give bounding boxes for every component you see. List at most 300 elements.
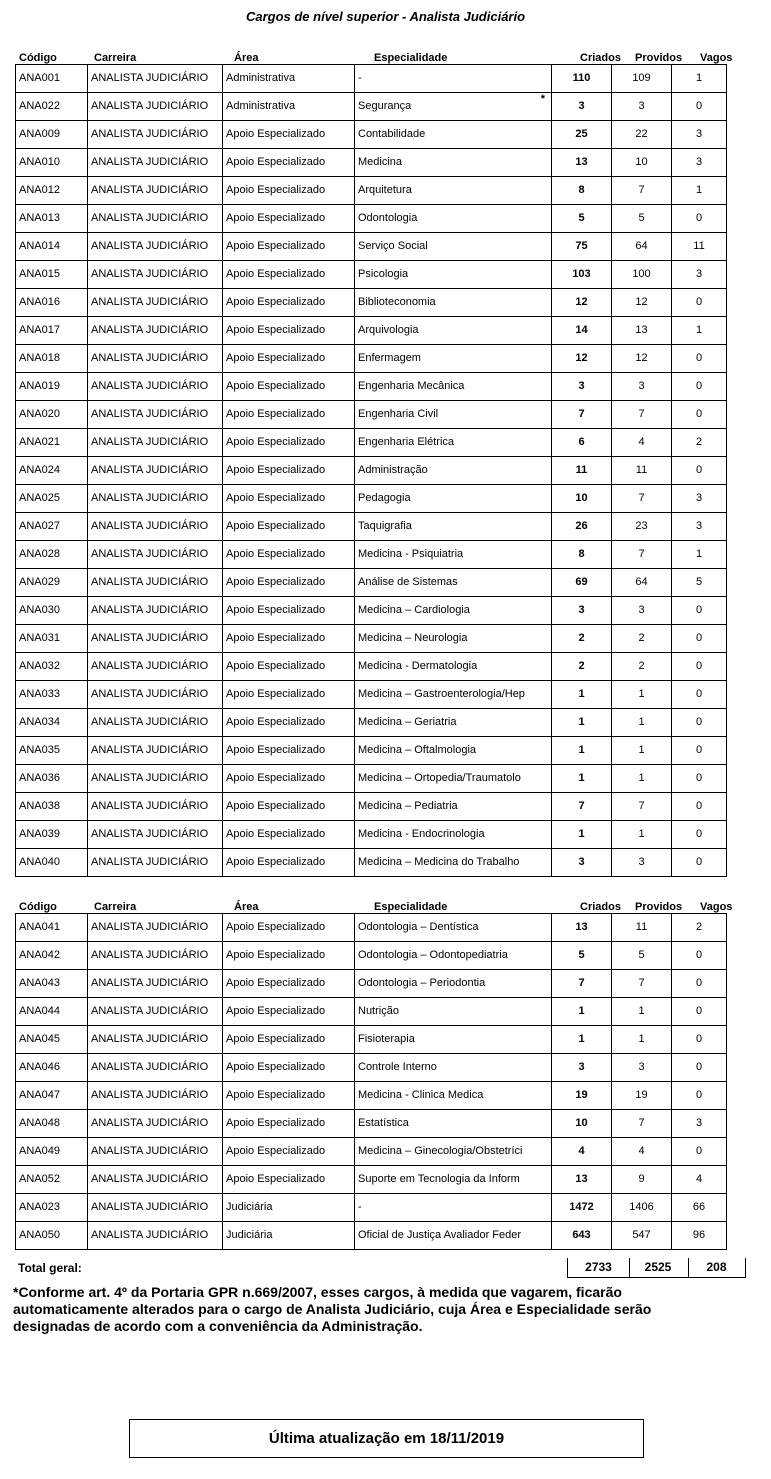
col-vagos: Vagos bbox=[700, 52, 733, 64]
cell-providos-text: 1 bbox=[638, 1033, 645, 1045]
cell-criados-text: 69 bbox=[575, 576, 588, 588]
cell-codigo bbox=[16, 177, 88, 205]
cell-especialidade bbox=[355, 970, 552, 998]
cell-providos bbox=[612, 485, 672, 513]
cell-providos-text: 64 bbox=[635, 240, 648, 252]
cell-especialidade-text: Fisioterapia bbox=[358, 1033, 415, 1045]
cell-providos-text: 1 bbox=[638, 744, 645, 756]
cell-area-text: Apoio Especializado bbox=[226, 548, 326, 560]
cell-vagos-text: 0 bbox=[695, 744, 703, 756]
cell-codigo bbox=[16, 625, 88, 653]
col-area: Área bbox=[234, 901, 259, 913]
cell-area bbox=[223, 821, 355, 849]
cell-carreira-text: ANALISTA JUDICIÁRIO bbox=[91, 772, 209, 784]
cell-area-text: Apoio Especializado bbox=[226, 1033, 326, 1045]
cell-codigo bbox=[16, 914, 88, 942]
cell-vagos-text: 0 bbox=[695, 352, 703, 364]
cell-criados-text: 5 bbox=[578, 212, 585, 224]
cell-codigo bbox=[16, 1222, 88, 1250]
cell-criados bbox=[552, 261, 612, 289]
cell-providos-text: 22 bbox=[635, 128, 648, 140]
cell-criados bbox=[552, 429, 612, 457]
cell-carreira-text: ANALISTA JUDICIÁRIO bbox=[91, 436, 209, 448]
cell-vagos bbox=[672, 597, 727, 625]
cell-codigo-text: ANA038 bbox=[19, 800, 60, 812]
cell-vagos bbox=[672, 914, 727, 942]
table-row bbox=[16, 401, 727, 429]
col-carreira: Carreira bbox=[94, 901, 137, 913]
cell-area-text: Apoio Especializado bbox=[226, 156, 326, 168]
cell-providos-text: 3 bbox=[638, 380, 645, 392]
cell-vagos-text: 0 bbox=[695, 464, 703, 476]
cell-carreira bbox=[88, 942, 223, 970]
cell-vagos-text: 0 bbox=[695, 212, 703, 224]
cell-criados-text: 1 bbox=[578, 1005, 585, 1017]
cell-providos bbox=[612, 849, 672, 877]
cell-area bbox=[223, 541, 355, 569]
cell-criados bbox=[552, 1054, 612, 1082]
cell-area-text: Apoio Especializado bbox=[226, 632, 326, 644]
cell-especialidade-text: Análise de Sistemas bbox=[358, 576, 458, 588]
cell-carreira-text: ANALISTA JUDICIÁRIO bbox=[91, 1117, 209, 1129]
cell-providos-text: 12 bbox=[635, 296, 648, 308]
cell-criados bbox=[552, 1194, 612, 1222]
cell-vagos bbox=[672, 261, 727, 289]
cell-carreira bbox=[88, 793, 223, 821]
cell-carreira bbox=[88, 93, 223, 121]
cell-vagos-text: 0 bbox=[695, 1033, 703, 1045]
cell-especialidade-text: Odontologia bbox=[358, 212, 418, 224]
table-row bbox=[16, 429, 727, 457]
cell-vagos bbox=[672, 1054, 727, 1082]
cell-criados-text: 19 bbox=[575, 1089, 588, 1101]
cell-criados bbox=[552, 1026, 612, 1054]
cell-codigo-text: ANA025 bbox=[19, 492, 60, 504]
cell-providos bbox=[612, 317, 672, 345]
cell-criados bbox=[552, 345, 612, 373]
cell-area bbox=[223, 737, 355, 765]
cell-especialidade bbox=[355, 998, 552, 1026]
cell-criados-text: 1 bbox=[578, 688, 585, 700]
cell-especialidade-text: Medicina – Medicina do Trabalho bbox=[358, 856, 520, 868]
cell-providos-text: 1 bbox=[638, 1005, 645, 1017]
cell-vagos-text: 0 bbox=[695, 828, 703, 840]
cell-criados bbox=[552, 373, 612, 401]
cell-criados bbox=[552, 1082, 612, 1110]
cell-providos-text: 2 bbox=[638, 660, 645, 672]
cell-area-text: Apoio Especializado bbox=[226, 772, 326, 784]
cell-carreira-text: ANALISTA JUDICIÁRIO bbox=[91, 1173, 209, 1185]
cell-area-text: Apoio Especializado bbox=[226, 296, 326, 308]
cell-vagos-text: 3 bbox=[695, 156, 703, 168]
cell-carreira bbox=[88, 429, 223, 457]
cell-vagos-text: 0 bbox=[695, 408, 703, 420]
cell-vagos bbox=[672, 1026, 727, 1054]
cell-criados-text: 10 bbox=[575, 492, 588, 504]
cell-carreira bbox=[88, 709, 223, 737]
cell-carreira bbox=[88, 653, 223, 681]
table-row bbox=[16, 1054, 727, 1082]
cell-vagos bbox=[672, 1082, 727, 1110]
cell-carreira bbox=[88, 177, 223, 205]
col-vagos: Vagos bbox=[700, 901, 733, 913]
cell-providos bbox=[612, 1110, 672, 1138]
cell-especialidade bbox=[355, 914, 552, 942]
table-row bbox=[16, 569, 727, 597]
cell-especialidade-text: Biblioteconomia bbox=[358, 296, 436, 308]
cell-especialidade-text: Medicina - Clinica Medica bbox=[358, 1089, 484, 1101]
cell-providos bbox=[612, 261, 672, 289]
cell-vagos-text: 0 bbox=[695, 380, 703, 392]
cell-vagos bbox=[672, 653, 727, 681]
cell-especialidade bbox=[355, 93, 552, 121]
cell-vagos bbox=[672, 1194, 727, 1222]
cell-codigo-text: ANA041 bbox=[19, 921, 60, 933]
cell-providos bbox=[612, 513, 672, 541]
cell-criados bbox=[552, 765, 612, 793]
cell-criados-text: 4 bbox=[578, 1145, 585, 1157]
cell-carreira bbox=[88, 914, 223, 942]
cell-especialidade-text: Medicina – Ginecologia/Obstetríci bbox=[358, 1145, 523, 1157]
cell-carreira-text: ANALISTA JUDICIÁRIO bbox=[91, 1061, 209, 1073]
cell-especialidade bbox=[355, 625, 552, 653]
cell-vagos bbox=[672, 457, 727, 485]
cell-area bbox=[223, 485, 355, 513]
cell-codigo bbox=[16, 793, 88, 821]
cell-codigo-text: ANA022 bbox=[19, 100, 60, 112]
table-row bbox=[16, 149, 727, 177]
cell-criados-text: 110 bbox=[572, 72, 591, 84]
cell-especialidade-text: Suporte em Tecnologia da Inform bbox=[358, 1173, 520, 1185]
cell-especialidade bbox=[355, 709, 552, 737]
cell-vagos-text: 66 bbox=[692, 1201, 706, 1213]
cell-area-text: Apoio Especializado bbox=[226, 949, 326, 961]
cell-especialidade bbox=[355, 65, 552, 93]
total-row bbox=[15, 1258, 746, 1278]
cell-vagos bbox=[672, 317, 727, 345]
cell-criados-text: 12 bbox=[575, 352, 588, 364]
cell-vagos bbox=[672, 970, 727, 998]
cell-area bbox=[223, 1194, 355, 1222]
cell-carreira-text: ANALISTA JUDICIÁRIO bbox=[91, 464, 209, 476]
cell-criados bbox=[552, 597, 612, 625]
cell-carreira-text: ANALISTA JUDICIÁRIO bbox=[91, 632, 209, 644]
cell-vagos-text: 3 bbox=[695, 128, 703, 140]
table-row bbox=[16, 1026, 727, 1054]
cell-carreira-text: ANALISTA JUDICIÁRIO bbox=[91, 660, 209, 672]
cell-carreira bbox=[88, 317, 223, 345]
cell-especialidade-text: Medicina – Ortopedia/Traumatolo bbox=[358, 772, 521, 784]
cell-criados bbox=[552, 317, 612, 345]
cell-codigo-text: ANA017 bbox=[19, 324, 60, 336]
cell-providos bbox=[612, 149, 672, 177]
cell-codigo-text: ANA012 bbox=[19, 184, 60, 196]
cell-area bbox=[223, 942, 355, 970]
last-updated-box: Última atualização em 18/11/2019 bbox=[129, 1419, 644, 1458]
cell-providos bbox=[612, 821, 672, 849]
cell-area bbox=[223, 625, 355, 653]
cell-especialidade bbox=[355, 737, 552, 765]
cell-carreira bbox=[88, 541, 223, 569]
cell-especialidade bbox=[355, 1138, 552, 1166]
positions-table-2 bbox=[15, 913, 727, 1250]
cell-criados-text: 103 bbox=[572, 268, 591, 280]
cell-providos-text: 547 bbox=[632, 1229, 651, 1241]
cell-criados-text: 12 bbox=[575, 296, 588, 308]
cell-codigo-text: ANA010 bbox=[19, 156, 60, 168]
page-title: Cargos de nível superior - Analista Judiciário bbox=[245, 9, 526, 24]
cell-vagos bbox=[672, 513, 727, 541]
cell-vagos-text: 3 bbox=[695, 1117, 703, 1129]
cell-codigo bbox=[16, 65, 88, 93]
cell-providos-text: 4 bbox=[638, 1145, 645, 1157]
table-row bbox=[16, 1222, 727, 1250]
col-codigo: Código bbox=[19, 901, 57, 913]
cell-especialidade bbox=[355, 793, 552, 821]
cell-codigo-text: ANA040 bbox=[19, 856, 60, 868]
cell-area bbox=[223, 1054, 355, 1082]
cell-codigo-text: ANA031 bbox=[19, 632, 60, 644]
cell-criados bbox=[552, 65, 612, 93]
cell-area bbox=[223, 121, 355, 149]
cell-especialidade bbox=[355, 849, 552, 877]
cell-especialidade-text: Nutrição bbox=[358, 1005, 399, 1017]
cell-especialidade-text: Medicina - Psiquiatria bbox=[358, 548, 464, 560]
cell-carreira bbox=[88, 485, 223, 513]
cell-especialidade bbox=[355, 233, 552, 261]
cell-area bbox=[223, 401, 355, 429]
cell-especialidade bbox=[355, 1222, 552, 1250]
cell-area bbox=[223, 849, 355, 877]
cell-area-text: Apoio Especializado bbox=[226, 184, 326, 196]
cell-carreira-text: ANALISTA JUDICIÁRIO bbox=[91, 604, 209, 616]
cell-criados bbox=[552, 457, 612, 485]
cell-carreira bbox=[88, 1194, 223, 1222]
cell-codigo-text: ANA023 bbox=[19, 1201, 60, 1213]
cell-criados-text: 75 bbox=[575, 240, 588, 252]
cell-criados bbox=[552, 121, 612, 149]
cell-criados bbox=[552, 737, 612, 765]
table-row bbox=[16, 513, 727, 541]
cell-carreira-text: ANALISTA JUDICIÁRIO bbox=[91, 921, 209, 933]
cell-criados-text: 1 bbox=[578, 772, 585, 784]
col-carreira: Carreira bbox=[94, 52, 137, 64]
cell-criados-text: 7 bbox=[578, 977, 585, 989]
cell-carreira bbox=[88, 625, 223, 653]
cell-vagos-text: 3 bbox=[695, 520, 703, 532]
cell-especialidade bbox=[355, 513, 552, 541]
cell-providos-text: 5 bbox=[638, 949, 645, 961]
cell-area bbox=[223, 1222, 355, 1250]
cell-criados-text: 3 bbox=[578, 604, 585, 616]
cell-vagos-text: 96 bbox=[692, 1229, 706, 1241]
cell-providos-text: 12 bbox=[635, 352, 648, 364]
cell-especialidade bbox=[355, 569, 552, 597]
col-especialidade: Especialidade bbox=[374, 901, 448, 913]
cell-codigo-text: ANA001 bbox=[19, 72, 60, 84]
cell-carreira-text: ANALISTA JUDICIÁRIO bbox=[91, 688, 209, 700]
cell-vagos bbox=[672, 793, 727, 821]
cell-criados bbox=[552, 1110, 612, 1138]
cell-vagos-text: 5 bbox=[695, 576, 703, 588]
cell-carreira bbox=[88, 821, 223, 849]
total-criados: 2733 bbox=[567, 1258, 630, 1278]
cell-area bbox=[223, 793, 355, 821]
cell-carreira bbox=[88, 289, 223, 317]
table-row bbox=[16, 65, 727, 93]
cell-providos bbox=[612, 121, 672, 149]
cell-especialidade-text: Estatística bbox=[358, 1117, 409, 1129]
cell-especialidade bbox=[355, 653, 552, 681]
cell-providos-text: 3 bbox=[638, 100, 645, 112]
cell-carreira bbox=[88, 737, 223, 765]
col-providos: Providos bbox=[635, 901, 683, 913]
cell-criados-text: 643 bbox=[572, 1229, 591, 1241]
cell-providos-text: 1406 bbox=[629, 1201, 654, 1213]
table-row bbox=[16, 737, 727, 765]
cell-carreira-text: ANALISTA JUDICIÁRIO bbox=[91, 156, 209, 168]
cell-vagos-text: 3 bbox=[695, 492, 703, 504]
cell-providos bbox=[612, 1054, 672, 1082]
cell-especialidade-text: Medicina – Oftalmologia bbox=[358, 744, 477, 756]
cell-area-text: Apoio Especializado bbox=[226, 856, 326, 868]
col-criados: Criados bbox=[580, 901, 621, 913]
cell-especialidade bbox=[355, 345, 552, 373]
cell-providos bbox=[612, 569, 672, 597]
cell-vagos bbox=[672, 65, 727, 93]
cell-codigo-text: ANA046 bbox=[19, 1061, 60, 1073]
cell-criados bbox=[552, 149, 612, 177]
cell-criados-text: 1472 bbox=[569, 1201, 594, 1213]
cell-providos-text: 23 bbox=[635, 520, 648, 532]
cell-providos bbox=[612, 914, 672, 942]
cell-codigo-text: ANA014 bbox=[19, 240, 60, 252]
cell-especialidade bbox=[355, 597, 552, 625]
cell-vagos bbox=[672, 765, 727, 793]
cell-area-text: Apoio Especializado bbox=[226, 800, 326, 812]
cell-carreira bbox=[88, 681, 223, 709]
table-row bbox=[16, 681, 727, 709]
cell-vagos-text: 0 bbox=[695, 1089, 703, 1101]
cell-carreira bbox=[88, 1138, 223, 1166]
cell-carreira-text: ANALISTA JUDICIÁRIO bbox=[91, 1089, 209, 1101]
cell-especialidade bbox=[355, 1166, 552, 1194]
cell-vagos-text: 0 bbox=[695, 1005, 703, 1017]
cell-providos bbox=[612, 429, 672, 457]
cell-area bbox=[223, 317, 355, 345]
cell-criados bbox=[552, 821, 612, 849]
cell-vagos bbox=[672, 177, 727, 205]
cell-codigo-text: ANA018 bbox=[19, 352, 60, 364]
cell-codigo-text: ANA033 bbox=[19, 688, 60, 700]
cell-especialidade-text: Oficial de Justiça Avaliador Feder bbox=[358, 1229, 522, 1241]
cell-codigo-text: ANA049 bbox=[19, 1145, 60, 1157]
cell-vagos bbox=[672, 569, 727, 597]
cell-codigo bbox=[16, 821, 88, 849]
cell-vagos bbox=[672, 1138, 727, 1166]
cell-criados-text: 3 bbox=[578, 856, 585, 868]
cell-vagos bbox=[672, 998, 727, 1026]
cell-codigo-text: ANA048 bbox=[19, 1117, 60, 1129]
cell-providos bbox=[612, 1194, 672, 1222]
cell-vagos-text: 2 bbox=[695, 921, 703, 933]
cell-codigo-text: ANA042 bbox=[19, 949, 60, 961]
table-row bbox=[16, 709, 727, 737]
cell-providos bbox=[612, 177, 672, 205]
cell-especialidade-text: Contabilidade bbox=[358, 128, 426, 140]
cell-carreira-text: ANALISTA JUDICIÁRIO bbox=[91, 492, 209, 504]
cell-especialidade bbox=[355, 373, 552, 401]
cell-providos bbox=[612, 1222, 672, 1250]
cell-area bbox=[223, 65, 355, 93]
cell-criados bbox=[552, 942, 612, 970]
cell-vagos bbox=[672, 429, 727, 457]
cell-area-text: Apoio Especializado bbox=[226, 1005, 326, 1017]
cell-providos bbox=[612, 233, 672, 261]
cell-criados-text: 1 bbox=[578, 828, 585, 840]
cell-criados bbox=[552, 1138, 612, 1166]
cell-vagos-text: 0 bbox=[695, 688, 703, 700]
cell-especialidade-text: Taquigrafia bbox=[358, 520, 412, 532]
cell-carreira-text: ANALISTA JUDICIÁRIO bbox=[91, 380, 209, 392]
cell-criados bbox=[552, 485, 612, 513]
cell-carreira bbox=[88, 597, 223, 625]
cell-especialidade-text: Arquitetura bbox=[358, 184, 412, 196]
cell-criados bbox=[552, 793, 612, 821]
cell-codigo-text: ANA035 bbox=[19, 744, 60, 756]
table-row bbox=[16, 597, 727, 625]
cell-carreira-text: ANALISTA JUDICIÁRIO bbox=[91, 856, 209, 868]
cell-codigo-text: ANA016 bbox=[19, 296, 60, 308]
cell-criados-text: 14 bbox=[575, 324, 588, 336]
cell-criados bbox=[552, 914, 612, 942]
cell-vagos-text: 0 bbox=[695, 800, 703, 812]
cell-especialidade-text: Medicina – Gastroenterologia/Hep bbox=[358, 688, 525, 700]
cell-vagos bbox=[672, 1110, 727, 1138]
cell-codigo-text: ANA050 bbox=[19, 1229, 60, 1241]
cell-area bbox=[223, 149, 355, 177]
cell-vagos bbox=[672, 1166, 727, 1194]
cell-carreira-text: ANALISTA JUDICIÁRIO bbox=[91, 548, 209, 560]
cell-vagos bbox=[672, 849, 727, 877]
cell-codigo bbox=[16, 1026, 88, 1054]
table-row bbox=[16, 653, 727, 681]
cell-area bbox=[223, 205, 355, 233]
cell-especialidade-text: Psicologia bbox=[358, 268, 409, 280]
cell-codigo bbox=[16, 149, 88, 177]
cell-criados-text: 2 bbox=[578, 660, 585, 672]
cell-providos-text: 3 bbox=[638, 1061, 645, 1073]
cell-providos bbox=[612, 970, 672, 998]
cell-carreira bbox=[88, 65, 223, 93]
cell-criados-text: 26 bbox=[575, 520, 588, 532]
cell-especialidade bbox=[355, 289, 552, 317]
cell-codigo bbox=[16, 1054, 88, 1082]
cell-carreira-text: ANALISTA JUDICIÁRIO bbox=[91, 576, 209, 588]
cell-especialidade bbox=[355, 121, 552, 149]
cell-carreira-text: ANALISTA JUDICIÁRIO bbox=[91, 1005, 209, 1017]
cell-especialidade-text: Odontologia – Dentística bbox=[358, 921, 479, 933]
cell-providos-text: 1 bbox=[638, 828, 645, 840]
cell-providos-text: 1 bbox=[638, 688, 645, 700]
cell-providos bbox=[612, 205, 672, 233]
cell-codigo-text: ANA009 bbox=[19, 128, 60, 140]
cell-especialidade-text: Segurança bbox=[358, 100, 412, 112]
cell-providos bbox=[612, 1138, 672, 1166]
cell-carreira-text: ANALISTA JUDICIÁRIO bbox=[91, 1033, 209, 1045]
cell-codigo-text: ANA030 bbox=[19, 604, 60, 616]
cell-especialidade bbox=[355, 401, 552, 429]
